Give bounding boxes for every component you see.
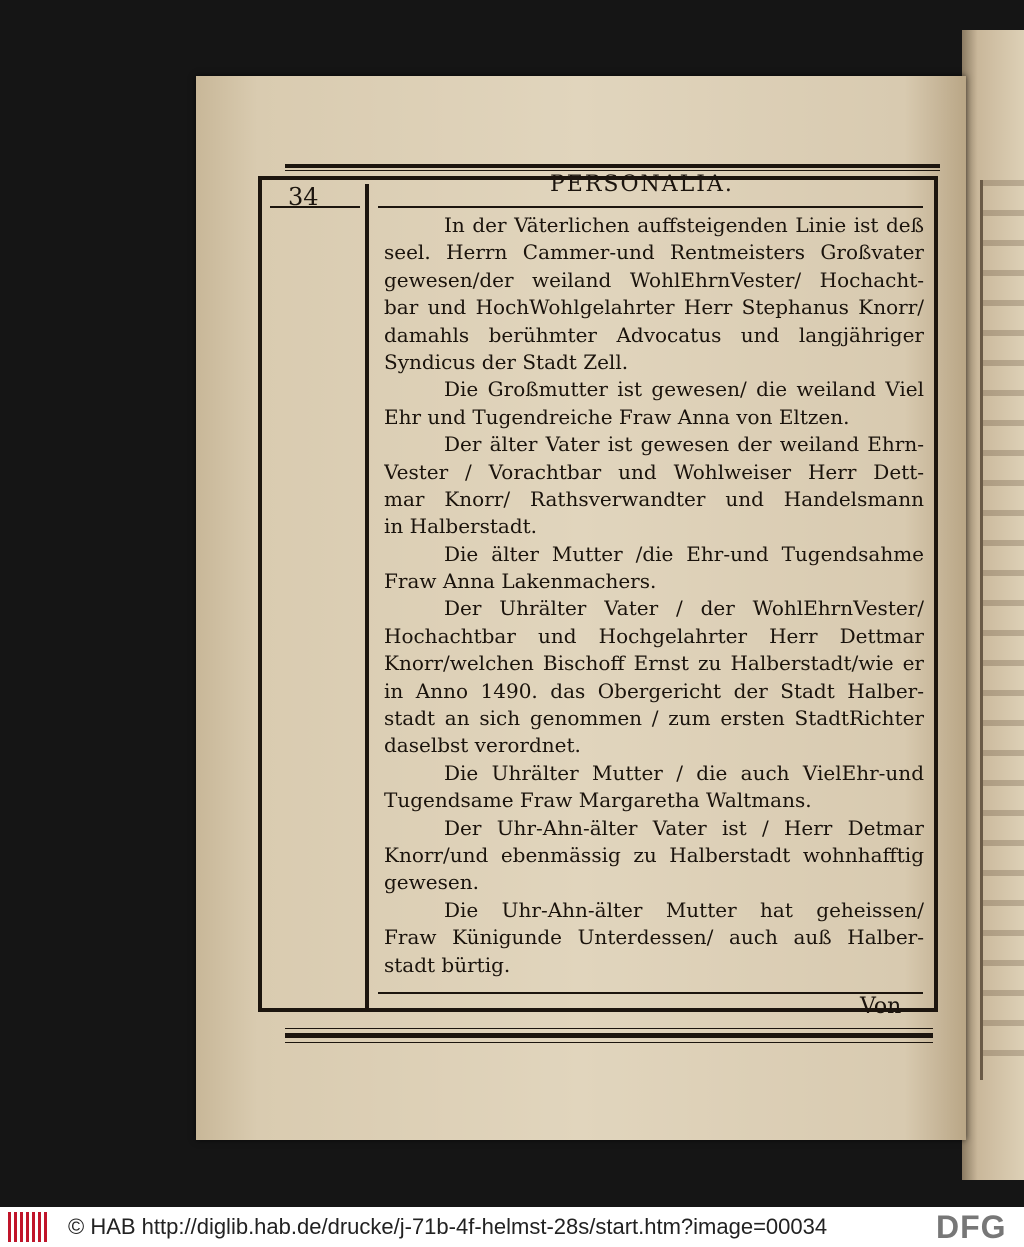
- top-rule-thin: [285, 170, 940, 171]
- top-rule-thick: [285, 164, 940, 168]
- text-line: Die älter Mutter /die Ehr-und Tugendsahme: [444, 541, 924, 566]
- header-rule: [378, 206, 923, 208]
- text-line: Hochachtbar und Hochgelahrter Herr Dettmar: [384, 623, 924, 648]
- text-line: Syndicus der Stadt Zell.: [384, 349, 629, 374]
- text-line: Fraw Anna Lakenmachers.: [384, 569, 657, 594]
- adjacent-page-text-shadow: [980, 180, 1024, 1080]
- text-line: gewesen/der weiland WohlEhrnVester/ Hochacht-: [384, 267, 924, 292]
- text-line: Die Großmutter ist gewesen/ die weiland Viel: [444, 377, 924, 402]
- text-line: stadt an sich genommen / zum ersten StadtRichter: [384, 706, 924, 731]
- hab-barcode-logo-icon: [8, 1212, 48, 1242]
- running-head: PERSONALIA.: [550, 172, 734, 197]
- page-number: 34: [288, 183, 319, 211]
- bottom-rule-thick: [285, 1033, 933, 1038]
- text-line: Tugendsame Fraw Margaretha Waltmans.: [384, 788, 812, 813]
- text-line: mar Knorr/ Rathsverwandter und Handelsmann: [384, 486, 924, 511]
- text-line: in Anno 1490. das Obergericht der Stadt Halber-: [384, 678, 924, 703]
- bottom-rule-thin: [285, 1028, 933, 1029]
- dfg-logo: DFG: [936, 1209, 1007, 1245]
- text-line: Knorr/und ebenmässig zu Halberstadt wohnhafftig: [384, 842, 924, 867]
- text-line: In der Väterlichen auffsteigenden Linie ist deß: [444, 213, 924, 237]
- text-line: Der Uhr-Ahn-älter Vater ist / Herr Detmar: [444, 815, 924, 840]
- source-url[interactable]: © HAB http://diglib.hab.de/drucke/j-71b-4f-helmst-28s/start.htm?image=00034: [68, 1214, 828, 1239]
- viewer-footer: [0, 1207, 1024, 1247]
- text-line: gewesen.: [384, 870, 479, 895]
- text-line: daselbst verordnet.: [384, 733, 581, 758]
- text-line: bar und HochWohlgelahrter Herr Stephanus Knorr/: [384, 295, 924, 320]
- text-line: Knorr/welchen Bischoff Ernst zu Halberstadt/wie er: [384, 651, 924, 676]
- text-line: seel. Herrn Cammer-und Rentmeisters Großvater: [384, 240, 924, 265]
- margin-column-rule: [365, 184, 369, 1010]
- catchword: Von: [860, 994, 902, 1019]
- text-line: stadt bürtig.: [384, 952, 511, 977]
- adjacent-page-edge: [962, 30, 1024, 1180]
- bottom-rule-thin-lower: [285, 1042, 933, 1043]
- text-line: Fraw Künigunde Unterdessen/ auch auß Halber-: [384, 925, 924, 950]
- text-line: Der älter Vater ist gewesen der weiland Ehrn-: [444, 432, 924, 457]
- text-line: Die Uhrälter Mutter / die auch VielEhr-und: [444, 760, 924, 785]
- text-line: Die Uhr-Ahn-älter Mutter hat geheissen/: [444, 897, 924, 922]
- text-line: in Halberstadt.: [384, 514, 538, 539]
- text-line: Vester / Vorachtbar und Wohlweiser Herr Dett-: [384, 459, 924, 484]
- text-line: damahls berühmter Advocatus und langjähriger: [384, 322, 924, 347]
- text-line: Der Uhrälter Vater / der WohlEhrnVester/: [444, 596, 924, 621]
- footer-rule: [378, 992, 923, 994]
- body-text: [384, 212, 924, 979]
- text-line: Ehr und Tugendreiche Fraw Anna von Eltzen.: [384, 404, 850, 429]
